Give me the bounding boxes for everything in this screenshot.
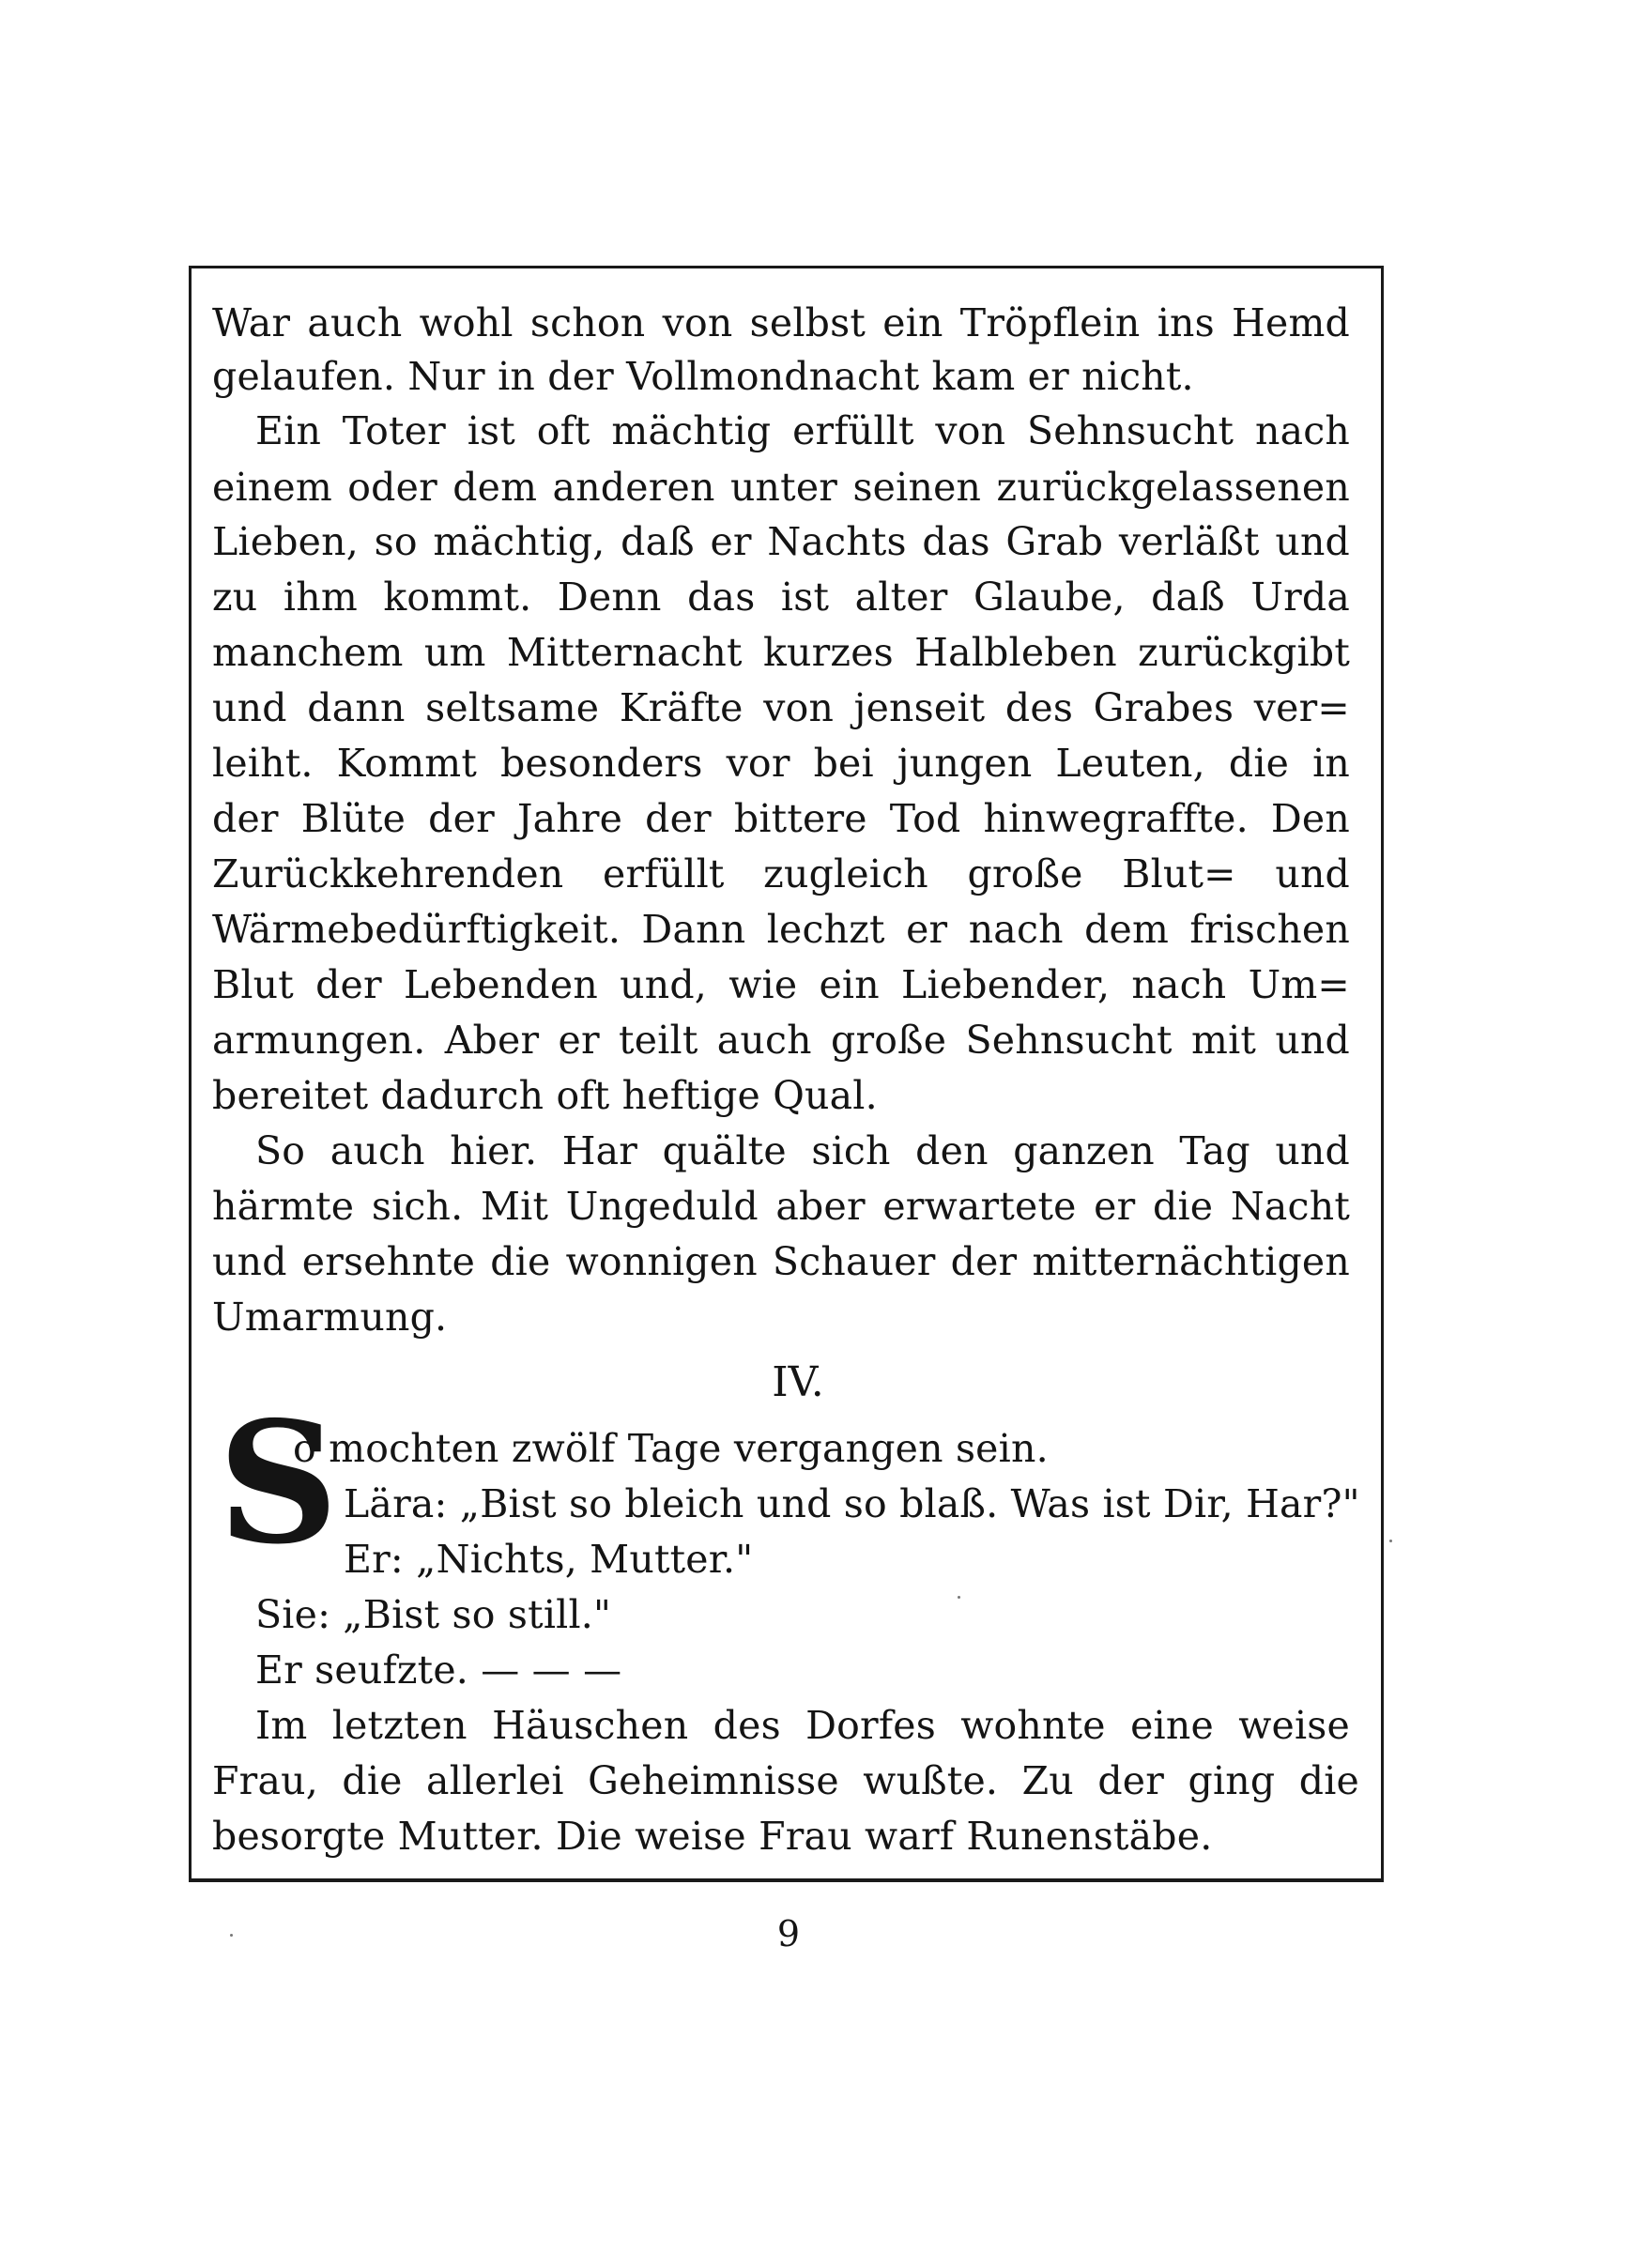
drop-cap: S: [218, 1385, 339, 1581]
text-line: o mochten zwölf Tage vergangen sein.: [293, 1426, 1049, 1471]
text-line: zu ihm kommt. Denn das ist alter Glaube, daß Urda: [212, 575, 1350, 620]
paper-speck: [230, 1934, 233, 1937]
text-line: Im letzten Häuschen des Dorfes wohnte eine weise: [255, 1703, 1350, 1748]
paper-speck: [1389, 1540, 1392, 1542]
text-line: Zurückkehrenden erfüllt zugleich große Blut= und: [212, 851, 1350, 896]
text-line: besorgte Mutter. Die weise Frau warf Runenstäbe.: [212, 1814, 1213, 1859]
text-line: manchem um Mitternacht kurzes Halbleben zurückgibt: [212, 630, 1350, 675]
text-line: und ersehnte die wonnigen Schauer der mitternächtigen: [212, 1239, 1350, 1284]
text-line: Lieben, so mächtig, daß er Nachts das Grab verläßt und: [212, 519, 1350, 564]
text-line: Ein Toter ist oft mächtig erfüllt von Sehnsucht nach: [255, 408, 1350, 453]
text-line: Blut der Lebenden und, wie ein Liebender, nach Um=: [212, 962, 1350, 1007]
text-line: und dann seltsame Kräfte von jenseit des Grabes ver=: [212, 685, 1350, 730]
text-line: gelaufen. Nur in der Vollmondnacht kam er nicht.: [212, 354, 1194, 399]
text-line: leiht. Kommt besonders vor bei jungen Leuten, die in: [212, 741, 1350, 786]
text-line: Er seufzte. — — —: [255, 1647, 622, 1693]
page-number: 9: [776, 1913, 801, 1954]
text-line: War auch wohl schon von selbst ein Tröpflein ins Hemd: [212, 300, 1350, 345]
text-line: Frau, die allerlei Geheimnisse wußte. Zu der ging die: [212, 1758, 1359, 1803]
text-line: Er: „Nichts, Mutter.": [344, 1537, 754, 1582]
text-line: armungen. Aber er teilt auch große Sehnsucht mit und: [212, 1018, 1350, 1063]
text-line: bereitet dadurch oft heftige Qual.: [212, 1073, 878, 1118]
text-line: der Blüte der Jahre der bittere Tod hinwegraffte. Den: [212, 796, 1350, 841]
chapter-heading: IV.: [772, 1358, 824, 1406]
text-line: Wärmebedürftigkeit. Dann lechzt er nach dem frischen: [212, 907, 1350, 952]
text-line: einem oder dem anderen unter seinen zurückgelassenen: [212, 465, 1350, 510]
paper-speck: [958, 1596, 960, 1599]
text-line: härmte sich. Mit Ungeduld aber erwartete er die Nacht: [212, 1184, 1350, 1229]
text-line: So auch hier. Har quälte sich den ganzen Tag und: [255, 1128, 1350, 1173]
text-line: Lära: „Bist so bleich und so blaß. Was ist Dir, Har?": [344, 1481, 1360, 1526]
text-line: Sie: „Bist so still.": [255, 1592, 612, 1637]
text-line: Umarmung.: [212, 1295, 448, 1340]
